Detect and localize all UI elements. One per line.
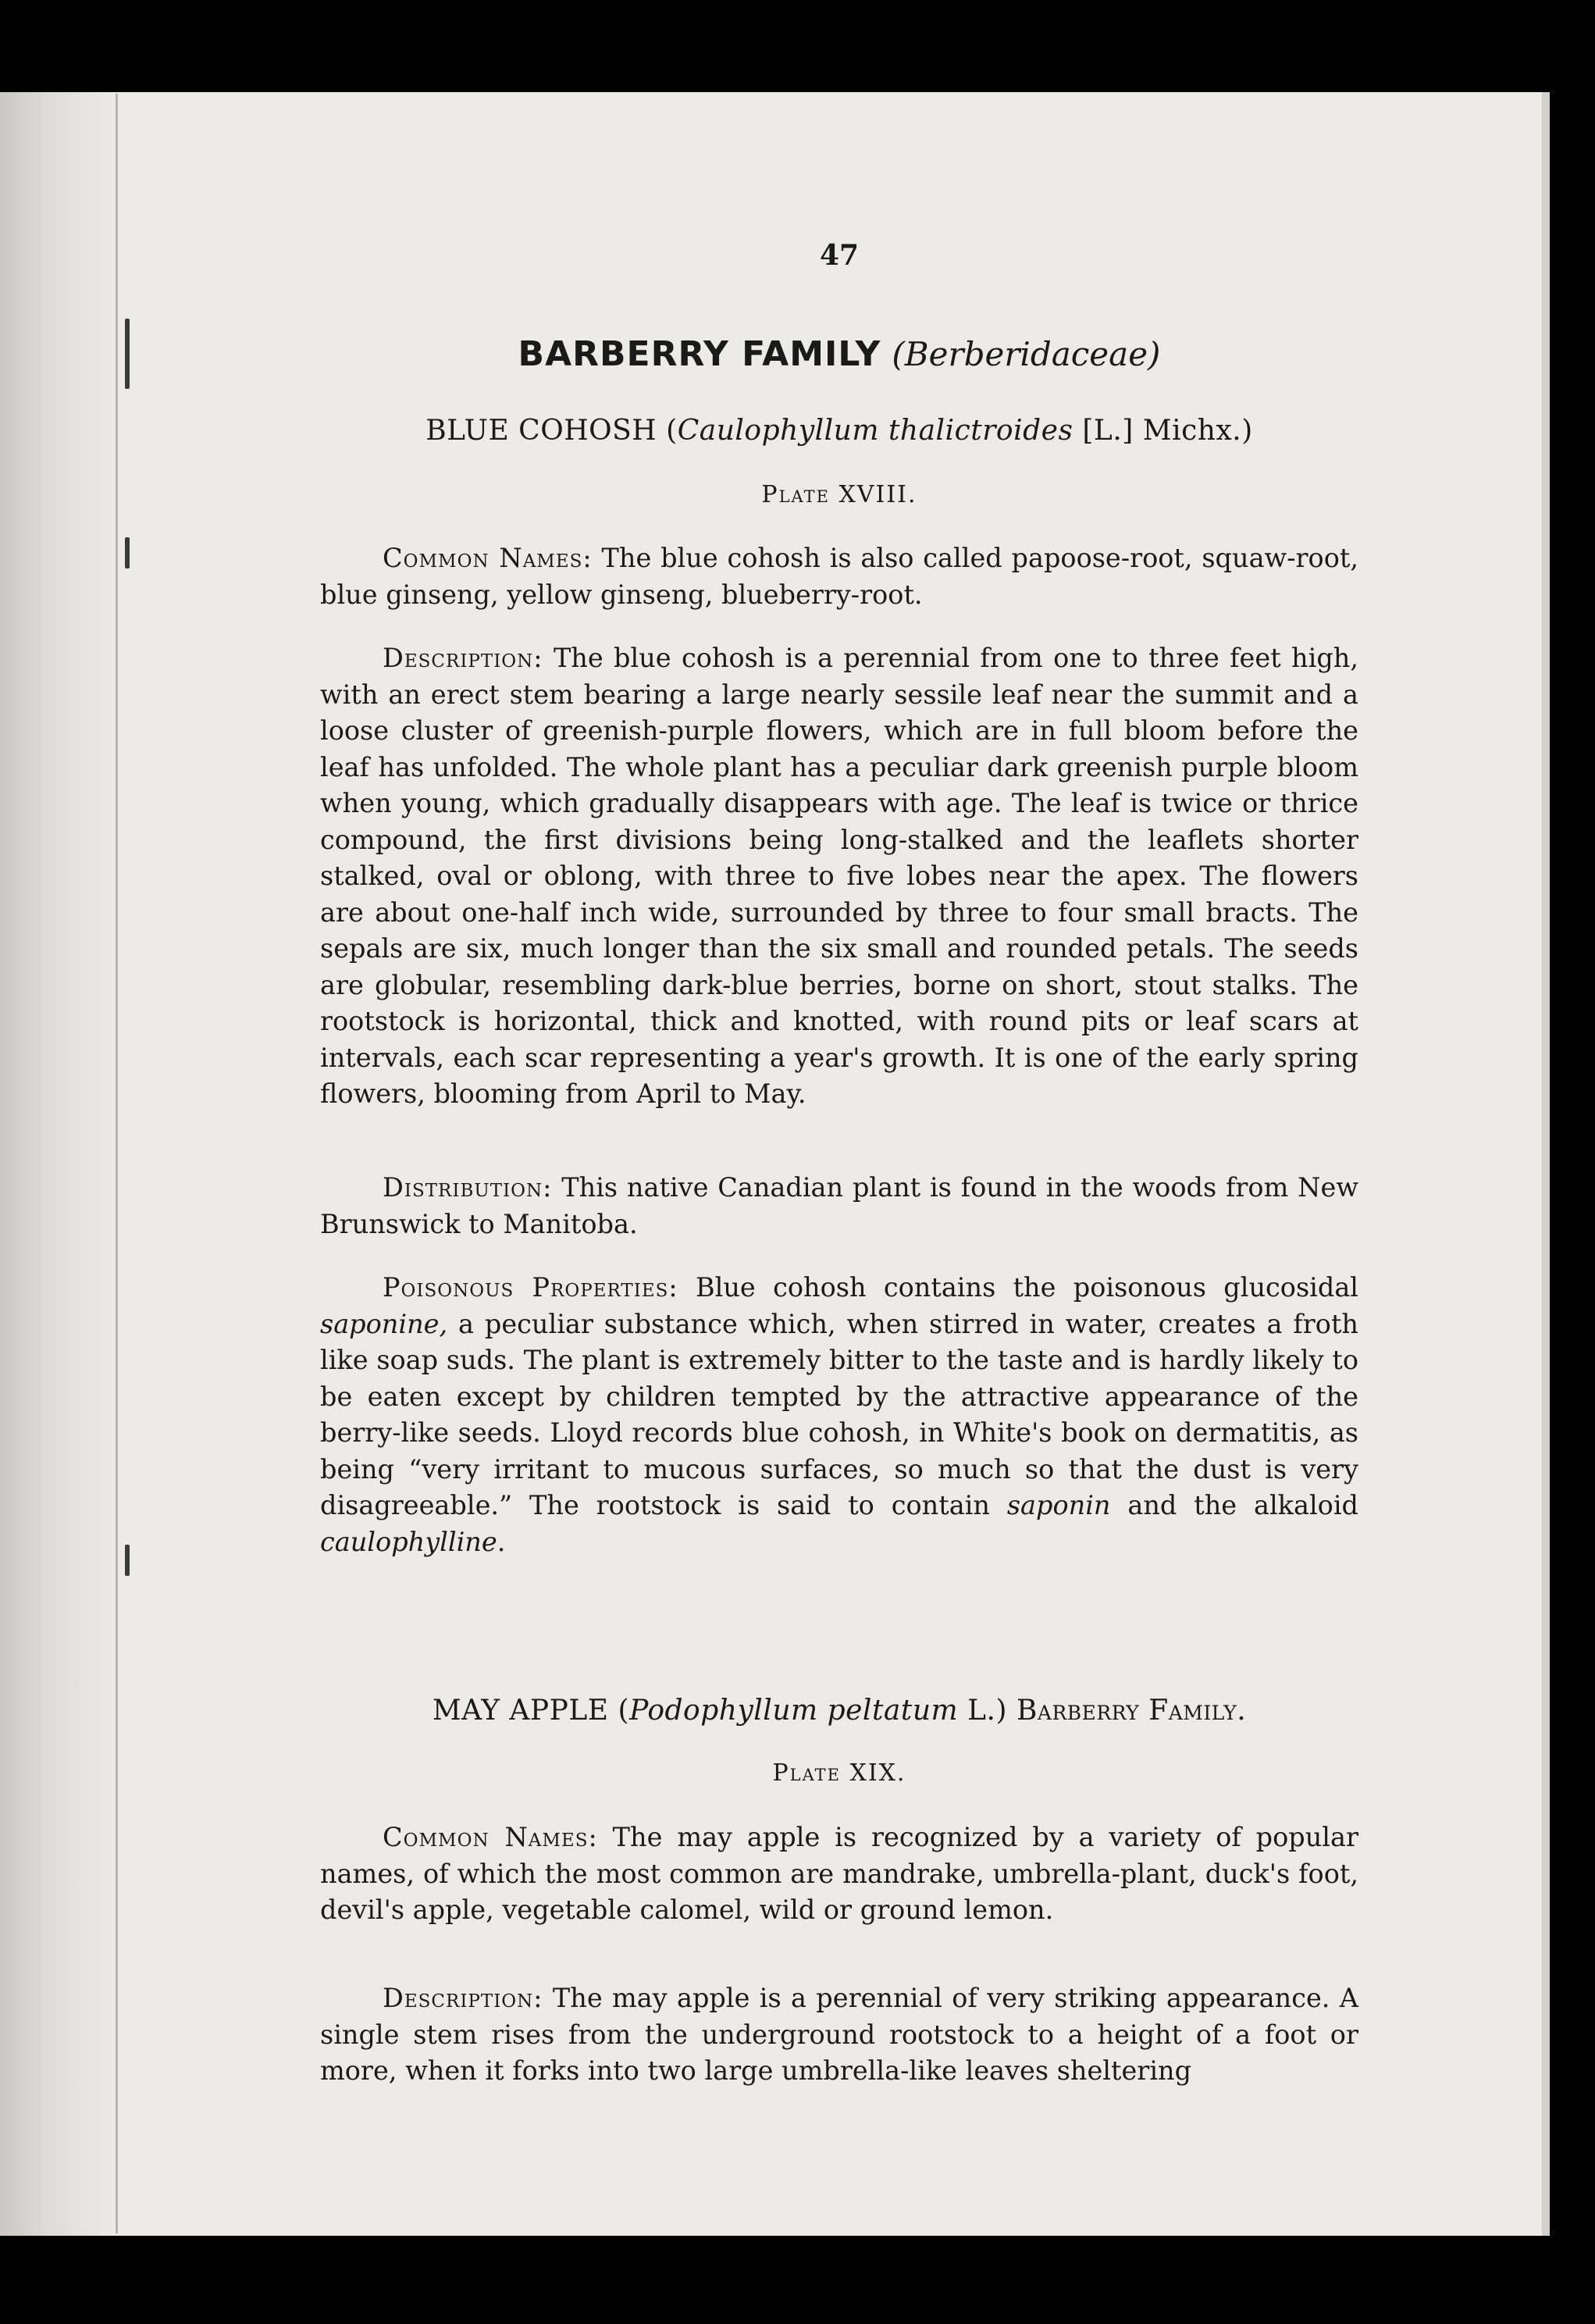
section-text: a peculiar substance which, when stirred in water, creates a froth like soap suds. The plant is extremely bitter to the taste and is hardly likely to be eaten except by children tempted by the attractive appearance of the berry-like seeds. Lloyd records blue cohosh, in White's book on dermatitis, as being “very irritant to mucous surfaces, so much so that the dust is very disagreeable.” The rootstock is said to contain xyxy=(320,1308,1358,1520)
italic-term: saponin xyxy=(1006,1490,1111,1520)
section-text: The may apple is a perennial of very striking appearance. A single stem rises from the underground rootstock to a height of a foot or more, when it forks into two large umbrella-like leaves sheltering xyxy=(320,1983,1358,2086)
common-names-paragraph xyxy=(320,1820,1358,1929)
page-number: 47 xyxy=(819,239,860,272)
species-latin-open: ( xyxy=(618,1695,630,1727)
common-names-paragraph xyxy=(320,540,1358,613)
binding-line xyxy=(116,94,118,2233)
section-text: The blue cohosh is also called papoose-root, squaw-root, blue ginseng, yellow ginseng, blueberry-root. xyxy=(320,543,1358,610)
book-page xyxy=(0,92,1550,2236)
binding-edge xyxy=(0,92,117,2236)
section-lead: Common Names: xyxy=(383,1822,598,1852)
binding-mark xyxy=(125,1545,130,1576)
italic-term: saponine, xyxy=(320,1308,448,1339)
family-title-latin: (Berberidaceae) xyxy=(892,335,1161,373)
species-heading-blue-cohosh xyxy=(320,415,1358,447)
binding-mark xyxy=(125,537,130,569)
species-authority: L.) xyxy=(958,1695,1016,1727)
section-lead: Poisonous Properties: xyxy=(383,1272,678,1303)
family-title xyxy=(320,334,1358,374)
section-lead: Distribution: xyxy=(383,1172,553,1203)
section-lead: Common Names: xyxy=(383,543,593,573)
family-title-main: BARBERRY FAMILY xyxy=(518,334,881,374)
plate-label: Plate XIX. xyxy=(772,1759,906,1787)
species-family: Barberry Family. xyxy=(1016,1695,1247,1727)
description-paragraph xyxy=(320,1980,1358,2090)
species-authority: [L.] Michx.) xyxy=(1073,415,1253,447)
species-latin-open: ( xyxy=(666,415,678,447)
binding-mark xyxy=(125,319,130,389)
section-text: This native Canadian plant is found in the woods from New Brunswick to Manitoba. xyxy=(320,1172,1358,1239)
distribution-paragraph xyxy=(320,1170,1358,1242)
section-text: The blue cohosh is a perennial from one to three feet high, with an erect stem bearing a large nearly sessile leaf near the summit and a loose cluster of greenish-purple flowers, which are in full bloom before the leaf has unfolded. The whole plant has a peculiar dark greenish purple bloom when young, which gradually disappears with age. The leaf is twice or thrice compound, the first divisions being long-stalked and the leaflets shorter stalked, oval or oblong, with three to five lobes near the apex. The flowers are about one-half inch wide, surrounded by three to four small bracts. The sepals are six, much longer than the six small and rounded petals. The seeds are globular, resembling dark-blue berries, borne on short, stout stalks. The rootstock is horizontal, thick and knotted, with round pits or leaf scars at intervals, each scar representing a year's growth. It is one of the early spring flowers, blooming from April to May. xyxy=(320,643,1358,1109)
plate-label: Plate XVIII. xyxy=(761,481,917,508)
section-text: Blue cohosh contains the poisonous glucosidal xyxy=(678,1272,1358,1303)
poisonous-properties-paragraph xyxy=(320,1270,1358,1560)
description-paragraph xyxy=(320,640,1358,1113)
species-name: MAY APPLE xyxy=(432,1695,609,1727)
species-heading-may-apple xyxy=(320,1695,1358,1727)
section-text: The may apple is recognized by a variety of popular names, of which the most common are mandrake, umbrella-plant, duck's foot, devil's apple, vegetable calomel, wild or ground lemon. xyxy=(320,1822,1358,1925)
section-lead: Description: xyxy=(383,643,543,673)
section-text: and the alkaloid xyxy=(1110,1490,1358,1520)
section-text: . xyxy=(497,1526,506,1557)
species-name: BLUE COHOSH xyxy=(425,415,657,447)
species-latin: Caulophyllum thalictroides xyxy=(677,415,1073,447)
italic-term: caulophylline xyxy=(320,1526,497,1557)
section-lead: Description: xyxy=(383,1983,543,2013)
species-latin: Podophyllum peltatum xyxy=(629,1695,959,1727)
